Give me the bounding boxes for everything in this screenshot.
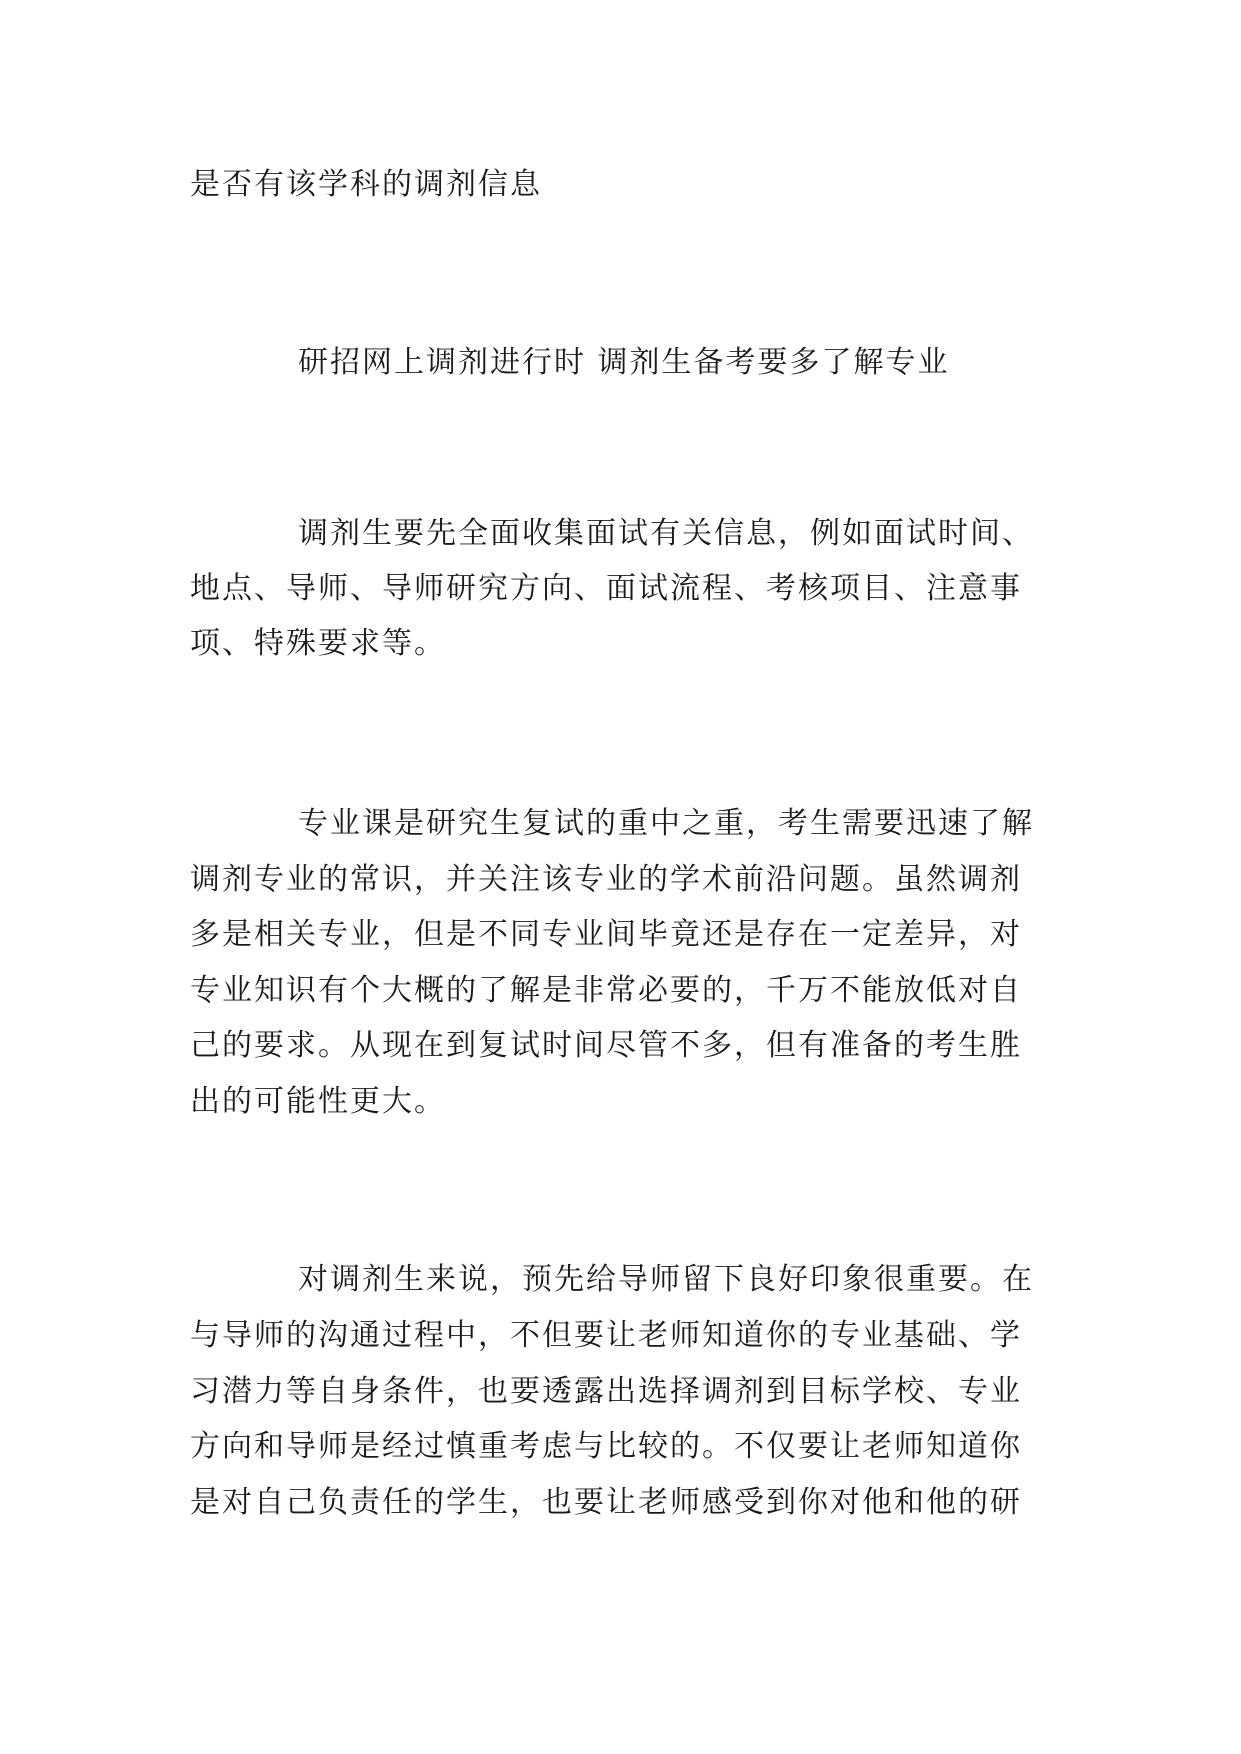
paragraph-line: 地点、导师、导师研究方向、面试流程、考核项目、注意事 [190, 571, 1022, 606]
paragraph-line: 对调剂生来说，预先给导师留下良好印象很重要。在 [298, 1262, 1034, 1297]
paragraph-line: 项、特殊要求等。 [190, 626, 446, 661]
paragraph-line: 专业课是研究生复试的重中之重，考生需要迅速了解 [298, 806, 1034, 841]
lead-line: 是否有该学科的调剂信息 [190, 167, 542, 202]
paragraph-line: 与导师的沟通过程中，不但要让老师知道你的专业基础、学 [190, 1318, 1022, 1353]
paragraph-line: 方向和导师是经过慎重考虑与比较的。不仅要让老师知道你 [190, 1429, 1022, 1464]
paragraph-line: 习潜力等自身条件，也要透露出选择调剂到目标学校、专业 [190, 1374, 1022, 1409]
paragraph-line: 出的可能性更大。 [190, 1084, 446, 1119]
paragraph-line: 是对自己负责任的学生，也要让老师感受到你对他和他的研 [190, 1485, 1022, 1520]
paragraph-line: 调剂专业的常识，并关注该专业的学术前沿问题。虽然调剂 [190, 862, 1022, 897]
paragraph-line: 多是相关专业，但是不同专业间毕竟还是存在一定差异，对 [190, 917, 1022, 952]
paragraph-line: 专业知识有个大概的了解是非常必要的，千万不能放低对自 [190, 973, 1022, 1008]
paragraph-line: 调剂生要先全面收集面试有关信息，例如面试时间、 [298, 516, 1034, 551]
article-title: 研招网上调剂进行时 调剂生备考要多了解专业 [298, 345, 950, 380]
paragraph-line: 己的要求。从现在到复试时间尽管不多，但有准备的考生胜 [190, 1028, 1022, 1063]
